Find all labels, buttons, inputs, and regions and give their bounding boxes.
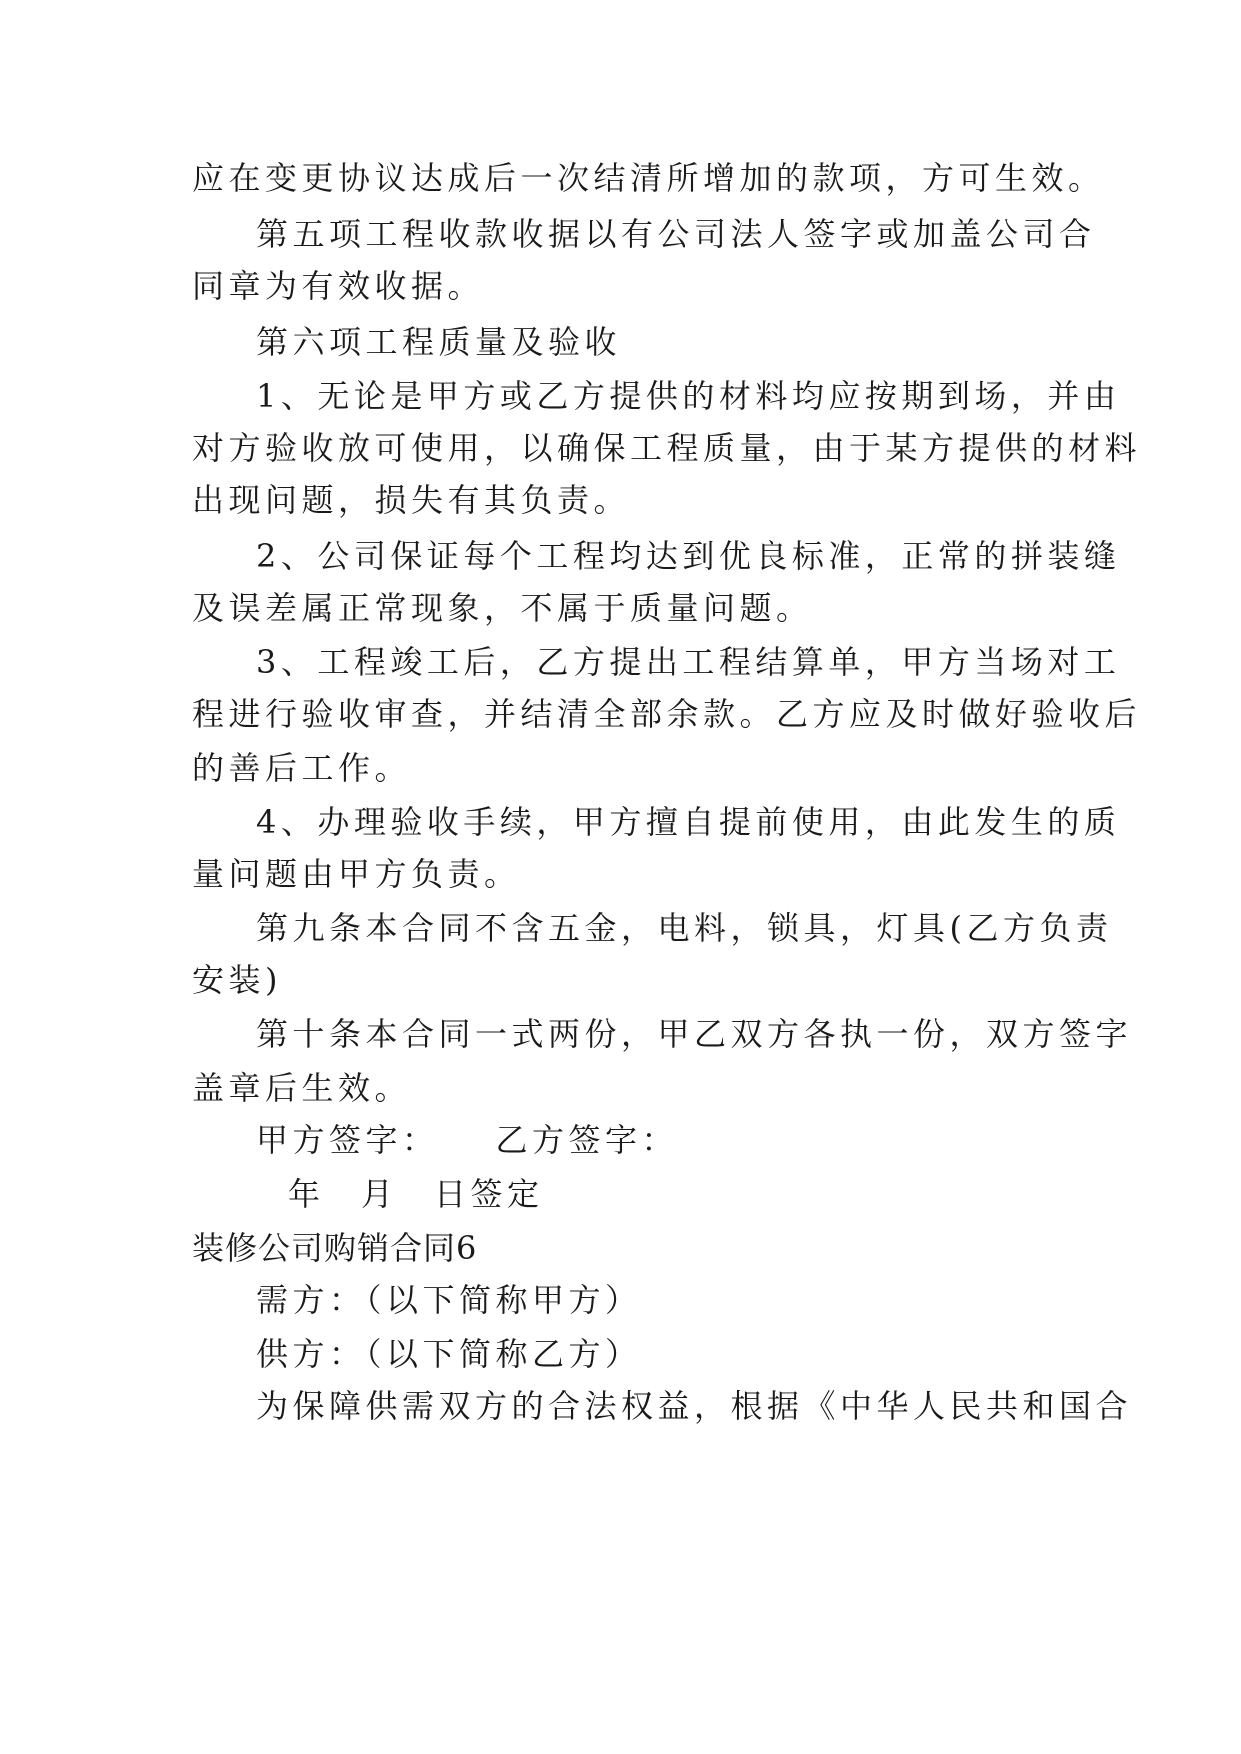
date-line: 年 月 日签定	[288, 1175, 544, 1213]
section-heading: 第六项工程质量及验收	[256, 323, 622, 361]
paragraph-line: 程进行验收审查，并结清全部余款。乙方应及时做好验收后	[192, 695, 1142, 733]
paragraph-line: 及误差属正常现象，不属于质量问题。	[192, 589, 813, 627]
paragraph-line: 第十条本合同一式两份，甲乙双方各执一份，双方签字	[256, 1015, 1133, 1053]
paragraph-line: 为保障供需双方的合法权益，根据《中华人民共和国合	[256, 1387, 1133, 1425]
paragraph-line: 1、无论是甲方或乙方提供的材料均应按期到场，并由	[256, 377, 1121, 415]
document-title: 装修公司购销合同6	[192, 1229, 478, 1267]
paragraph-line: 2、公司保证每个工程均达到优良标准，正常的拼装缝	[256, 537, 1121, 575]
paragraph-line: 出现问题，损失有其负责。	[192, 481, 631, 519]
paragraph-line: 4、办理验收手续，甲方擅自提前使用，由此发生的质	[256, 803, 1121, 841]
party-line: 需方：（以下简称甲方）	[256, 1281, 642, 1319]
paragraph-line: 安装)	[192, 961, 282, 999]
signature-line: 甲方签字： 乙方签字：	[256, 1121, 679, 1159]
paragraph-line: 对方验收放可使用，以确保工程质量，由于某方提供的材料	[192, 429, 1142, 467]
paragraph-line: 的善后工作。	[192, 749, 412, 787]
paragraph-line: 量问题由甲方负责。	[192, 855, 521, 893]
paragraph-line: 第五项工程收款收据以有公司法人签字或加盖公司合	[256, 215, 1096, 253]
paragraph-line: 同章为有效收据。	[192, 267, 485, 305]
paragraph-line: 应在变更协议达成后一次结清所增加的款项，方可生效。	[192, 159, 1105, 197]
paragraph-line: 3、工程竣工后，乙方提出工程结算单，甲方当场对工	[256, 643, 1121, 681]
paragraph-line: 盖章后生效。	[192, 1069, 412, 1107]
paragraph-line: 第九条本合同不含五金，电料，锁具，灯具(乙方负责	[256, 909, 1113, 947]
party-line: 供方：（以下简称乙方）	[256, 1335, 642, 1373]
